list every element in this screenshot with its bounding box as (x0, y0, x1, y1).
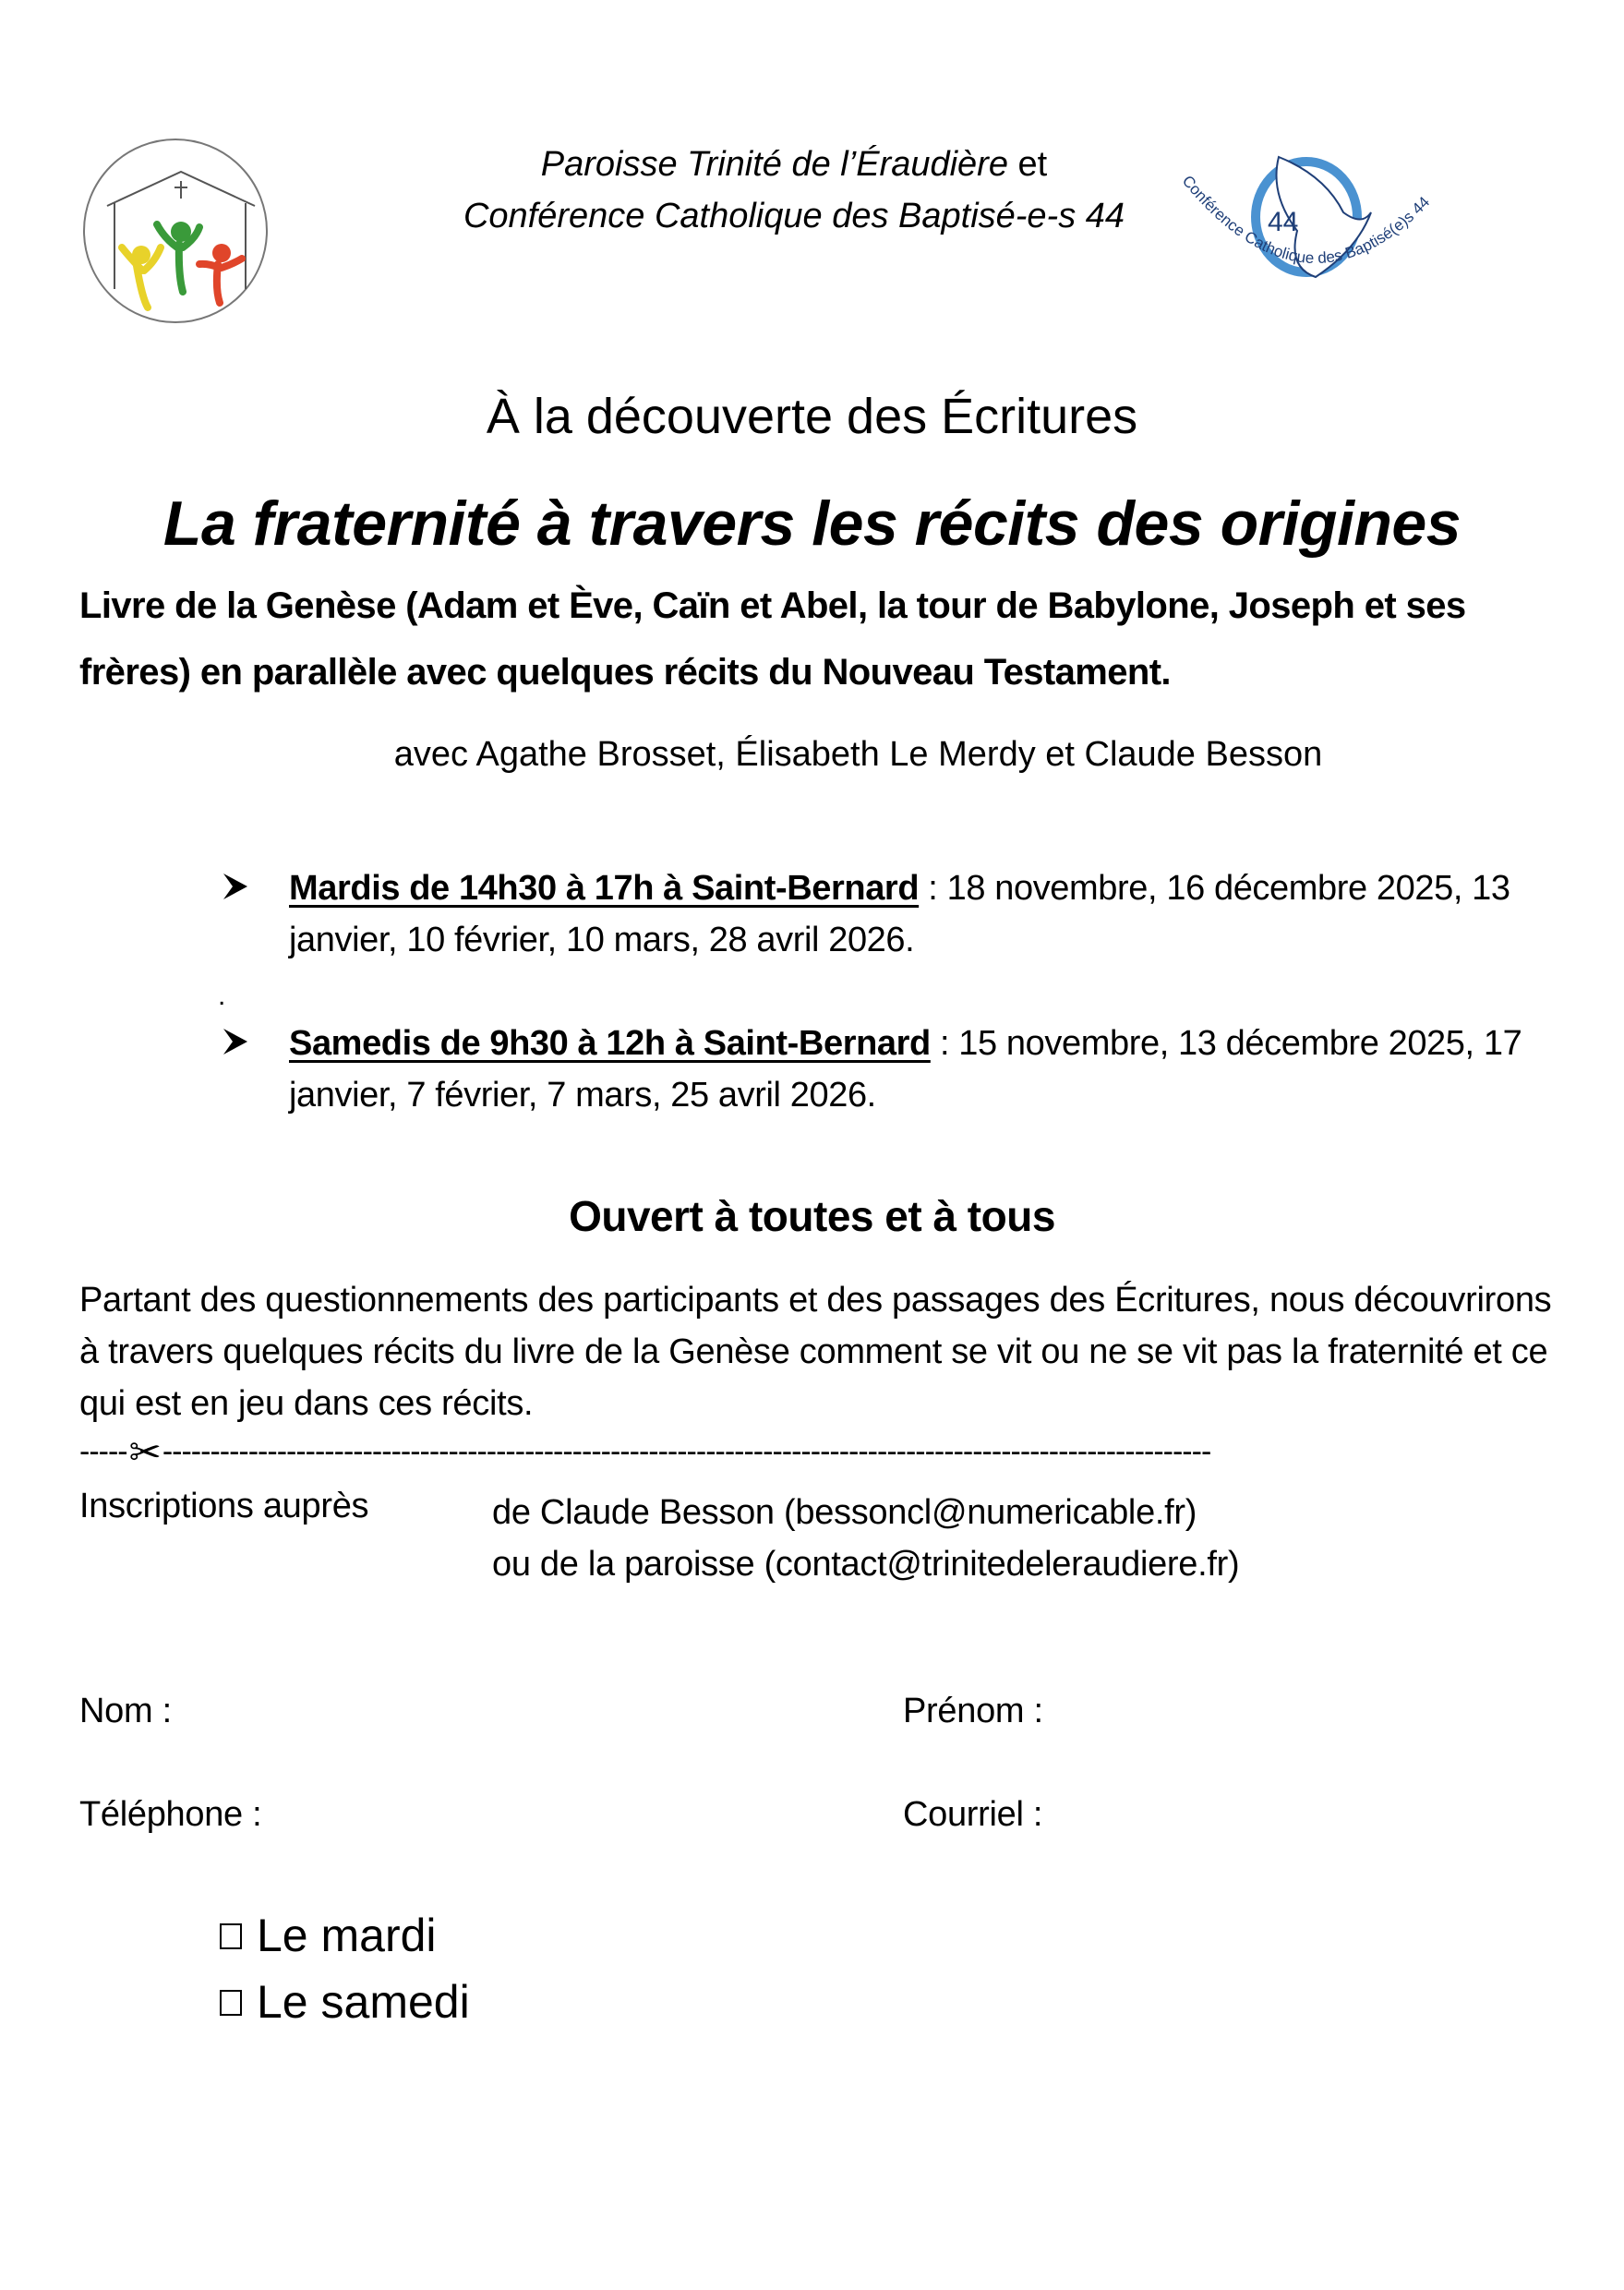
parish-logo (81, 137, 270, 325)
option-samedi[interactable] (220, 1969, 470, 2035)
arrow-bullet-icon (222, 866, 249, 918)
cut-line (79, 1429, 1427, 1475)
checkbox-icon[interactable] (220, 1923, 242, 1949)
subtitle: Livre de la Genèse (Adam et Ève, Caïn et Abel, la tour de Babylone, Joseph et ses frères) en parallèle avec quelques récits du Nouveau Testament. (79, 585, 1466, 693)
scissors-icon: ✂ (128, 1430, 161, 1474)
stray-dot: . (218, 981, 226, 1011)
option-mardi[interactable] (220, 1902, 470, 1969)
conference-name: Conférence Catholique des Baptisé-e-s 44 (463, 197, 1125, 235)
parish-name: Paroisse Trinité de l’Éraudière (540, 145, 1008, 184)
field-prenom[interactable]: Prénom : (903, 1692, 1043, 1730)
dove-logo-icon (1159, 139, 1473, 314)
checkbox-icon[interactable] (220, 1990, 242, 2016)
field-telephone[interactable]: Téléphone : (79, 1795, 262, 1834)
schedule-item-saturday (222, 1018, 1533, 1121)
registration-contacts (492, 1487, 1239, 1590)
description: Partant des questionnements des participants et des passages des Écritures, nous découvrirons à travers quelques récits du livre de la Genèse comment se vit ou ne se vit pas la fraternité et ce qui est en jeu dans ces récits. (79, 1281, 1552, 1423)
schedule-dates: : 18 novembre, 16 décembre 2025, 13 janvier, 10 février, 10 mars, 28 avril 2026. (289, 869, 1510, 959)
dash-left: ----- (79, 1434, 127, 1469)
contact-claude: de Claude Besson (bessoncl@numericable.fr) (492, 1493, 1197, 1532)
schedule-dates: : 15 novembre, 13 décembre 2025, 17 janvier, 7 février, 7 mars, 25 avril 2026. (289, 1024, 1522, 1115)
option-label: Le mardi (257, 1910, 437, 1961)
open-to-all-heading: Ouvert à toutes et à tous (569, 1192, 1055, 1240)
header-organizers (332, 139, 1256, 242)
schedule-lead: Samedis de 9h30 à 12h à Saint-Bernard (289, 1024, 931, 1063)
ccb44-logo (1159, 139, 1473, 314)
option-label: Le samedi (257, 1976, 470, 2028)
parish-logo-icon (81, 137, 270, 325)
page-title: La fraternité à travers les récits des origines (162, 488, 1462, 559)
schedule-lead: Mardis de 14h30 à 17h à Saint-Bernard (289, 869, 920, 908)
svg-text:44: 44 (1268, 207, 1299, 237)
contact-parish: ou de la paroisse (contact@trinitedeleraudiere.fr) (492, 1545, 1240, 1584)
field-courriel[interactable]: Courriel : (903, 1795, 1043, 1834)
kicker-heading: À la découverte des Écritures (486, 389, 1138, 444)
svg-text:Conférence Catholique des Bapt: Conférence Catholique des Baptisé(e)s 44 (1178, 172, 1434, 268)
field-nom[interactable]: Nom : (79, 1692, 172, 1730)
conjunction: et (1007, 145, 1048, 184)
speakers: avec Agathe Brosset, Élisabeth Le Merdy et Claude Besson (393, 735, 1323, 774)
day-choice (220, 1902, 470, 2035)
arrow-bullet-icon (222, 1021, 249, 1073)
registration-label: Inscriptions auprès (79, 1487, 369, 1525)
schedule-item-tuesday (222, 862, 1533, 966)
dash-right: -------------------------------------------------------------------------------------------------------------- (162, 1434, 1211, 1469)
